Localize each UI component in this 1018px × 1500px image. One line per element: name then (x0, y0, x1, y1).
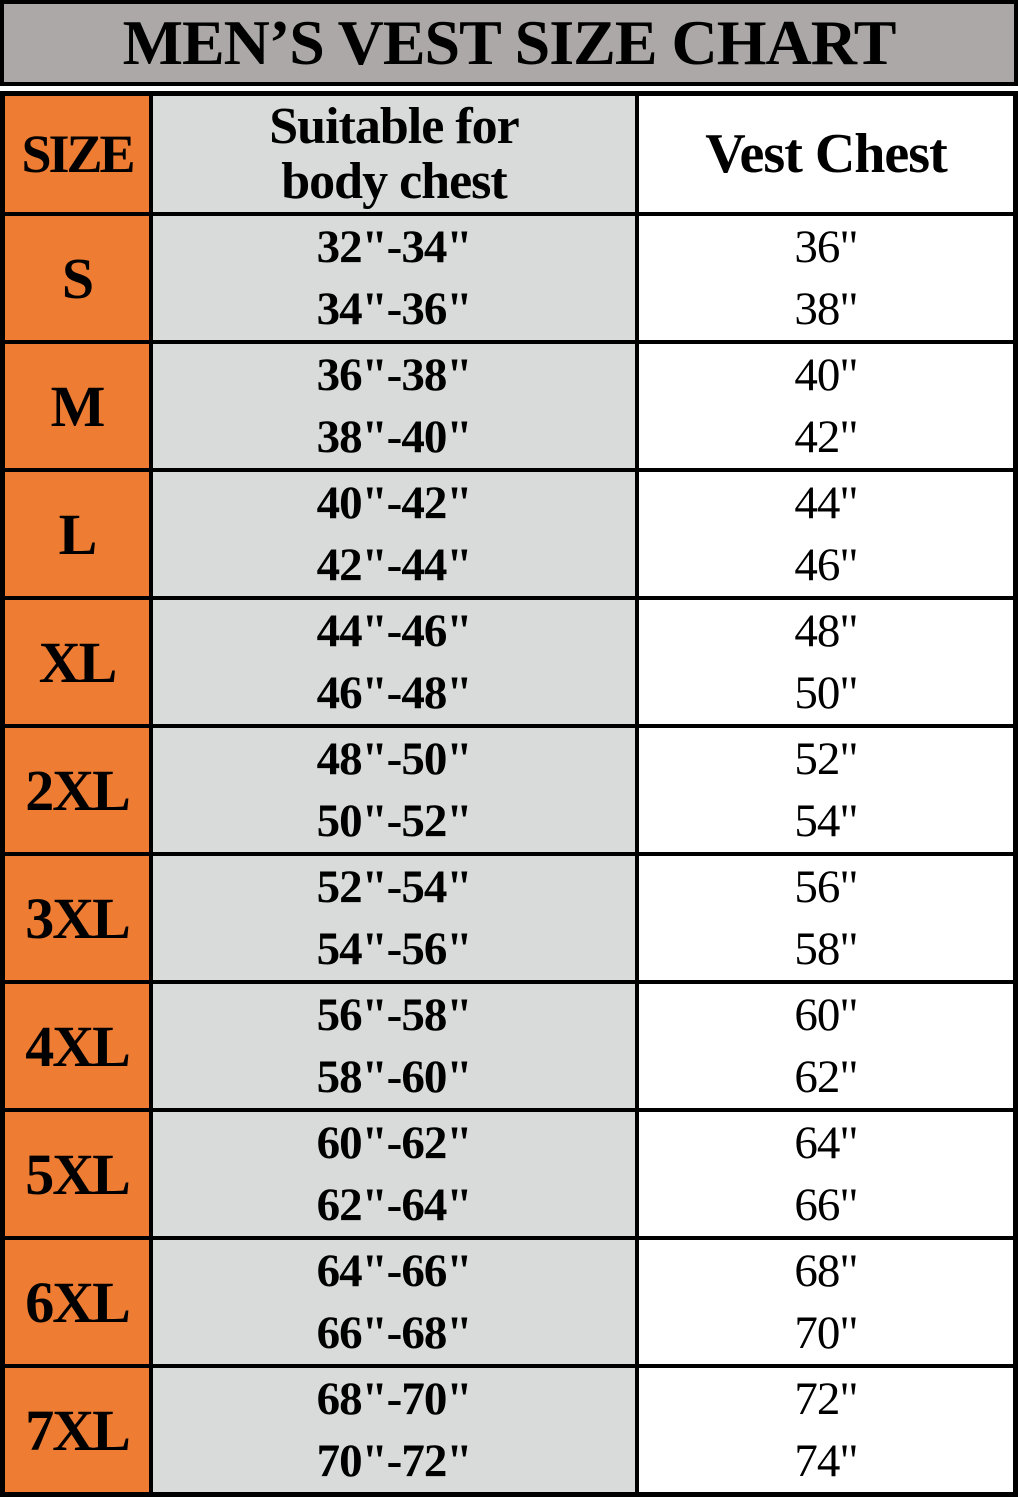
body-chest-cell-5xl (153, 1112, 635, 1236)
body-chest-range: 38"-40" (316, 411, 472, 463)
vest-chest-value: 48" (794, 605, 858, 657)
size-label-xl: XL (5, 600, 149, 724)
body-chest-cell-l (153, 472, 635, 596)
size-label-s: S (5, 216, 149, 340)
size-label-6xl: 6XL (5, 1240, 149, 1364)
chart-title-bar (0, 0, 1018, 86)
vest-chest-value: 70" (794, 1307, 858, 1359)
body-chest-cell-7xl (153, 1368, 635, 1492)
column-header-size: SIZE (5, 96, 149, 212)
vest-chest-value: 40" (794, 349, 858, 401)
vest-chest-value: 64" (794, 1117, 858, 1169)
body-chest-cell-s (153, 216, 635, 340)
body-chest-range: 40"-42" (316, 477, 472, 529)
vest-chest-cell-7xl (639, 1368, 1013, 1492)
size-label-4xl: 4XL (5, 984, 149, 1108)
vest-chest-value: 46" (794, 539, 858, 591)
body-chest-range: 52"-54" (316, 861, 472, 913)
vest-chest-value: 74" (794, 1435, 858, 1487)
vest-chest-value: 36" (794, 221, 858, 273)
vest-chest-cell-2xl (639, 728, 1013, 852)
vest-chest-value: 72" (794, 1373, 858, 1425)
vest-chest-cell-4xl (639, 984, 1013, 1108)
vest-chest-value: 38" (794, 283, 858, 335)
body-chest-range: 42"-44" (316, 539, 472, 591)
vest-chest-value: 60" (794, 989, 858, 1041)
body-chest-range: 66"-68" (316, 1307, 472, 1359)
size-label-l: L (5, 472, 149, 596)
body-chest-range: 50"-52" (316, 795, 472, 847)
vest-chest-value: 54" (794, 795, 858, 847)
chart-title: MEN’S VEST SIZE CHART (122, 7, 896, 78)
size-label-m: M (5, 344, 149, 468)
body-chest-cell-m (153, 344, 635, 468)
vest-chest-value: 50" (794, 667, 858, 719)
vest-chest-value: 44" (794, 477, 858, 529)
vest-chest-value: 56" (794, 861, 858, 913)
vest-chest-cell-s (639, 216, 1013, 340)
body-chest-range: 70"-72" (316, 1435, 472, 1487)
body-chest-range: 54"-56" (316, 923, 472, 975)
body-chest-range: 68"-70" (316, 1373, 472, 1425)
vest-chest-cell-3xl (639, 856, 1013, 980)
column-header-body-chest-line2: body chest (281, 153, 507, 210)
size-label-5xl: 5XL (5, 1112, 149, 1236)
body-chest-range: 44"-46" (316, 605, 472, 657)
body-chest-range: 60"-62" (316, 1117, 472, 1169)
size-label-7xl: 7XL (5, 1368, 149, 1492)
size-table (0, 91, 1018, 1497)
vest-chest-value: 66" (794, 1179, 858, 1231)
body-chest-range: 48"-50" (316, 733, 472, 785)
column-header-vest-chest: Vest Chest (639, 96, 1013, 212)
vest-chest-value: 52" (794, 733, 858, 785)
vest-chest-cell-xl (639, 600, 1013, 724)
vest-chest-cell-l (639, 472, 1013, 596)
vest-chest-cell-5xl (639, 1112, 1013, 1236)
body-chest-range: 46"-48" (316, 667, 472, 719)
body-chest-cell-xl (153, 600, 635, 724)
body-chest-range: 58"-60" (316, 1051, 472, 1103)
column-header-body-chest (153, 96, 635, 212)
column-header-body-chest-line1: Suitable for (269, 98, 519, 155)
body-chest-range: 34"-36" (316, 283, 472, 335)
vest-chest-value: 42" (794, 411, 858, 463)
vest-chest-cell-6xl (639, 1240, 1013, 1364)
vest-chest-cell-m (639, 344, 1013, 468)
body-chest-cell-2xl (153, 728, 635, 852)
body-chest-cell-4xl (153, 984, 635, 1108)
body-chest-range: 36"-38" (316, 349, 472, 401)
body-chest-range: 56"-58" (316, 989, 472, 1041)
size-label-3xl: 3XL (5, 856, 149, 980)
body-chest-cell-6xl (153, 1240, 635, 1364)
size-label-2xl: 2XL (5, 728, 149, 852)
body-chest-range: 64"-66" (316, 1245, 472, 1297)
vest-chest-value: 58" (794, 923, 858, 975)
body-chest-range: 32"-34" (316, 221, 472, 273)
body-chest-range: 62"-64" (316, 1179, 472, 1231)
body-chest-cell-3xl (153, 856, 635, 980)
vest-chest-value: 68" (794, 1245, 858, 1297)
vest-chest-value: 62" (794, 1051, 858, 1103)
